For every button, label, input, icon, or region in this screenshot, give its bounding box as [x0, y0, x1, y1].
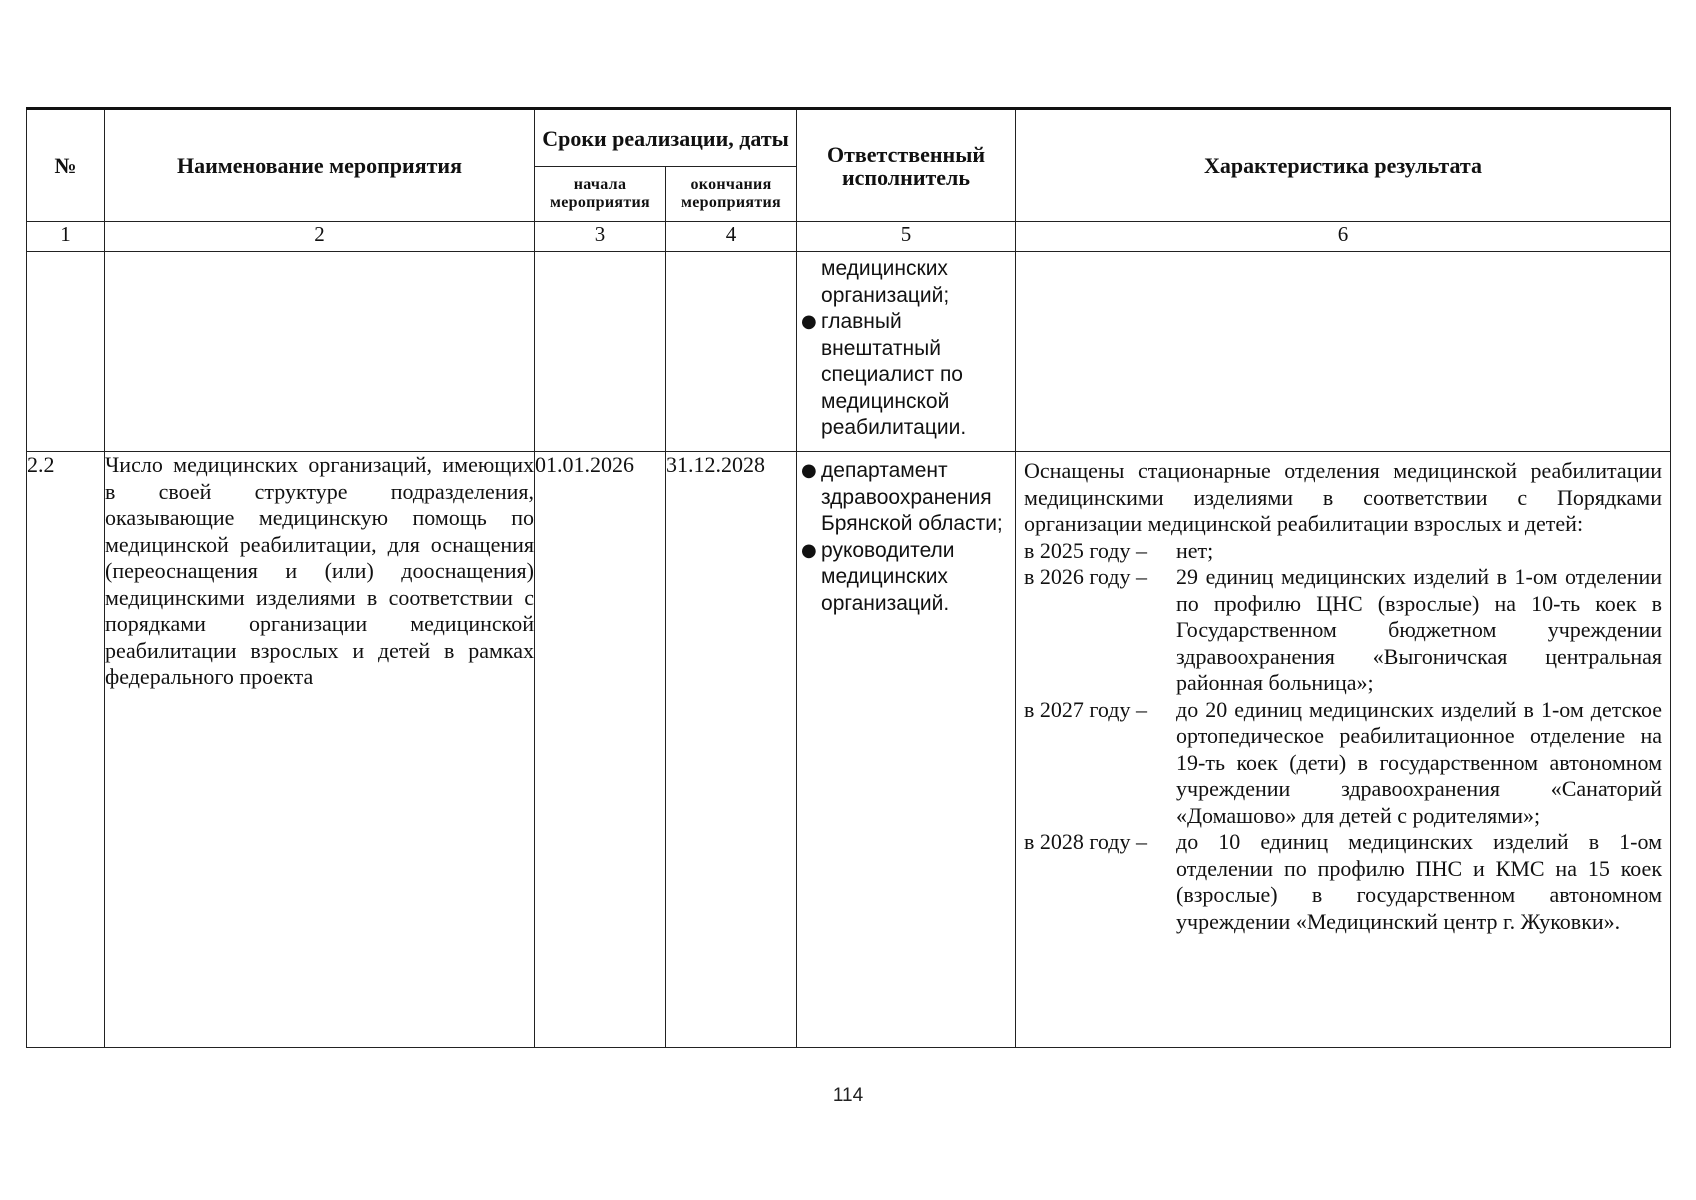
column-number: 3: [535, 222, 666, 252]
column-number-row: [27, 222, 1671, 252]
activity-name: Число медицинских организаций, имеющих в своей структуре подразделения, оказывающие медицинскую помощь по медицинской реабилитации, для оснащения (переоснащения и (или) дооснащения) медицинскими изделиями в соответствии с порядками организации медицинской реабилитации взрослых и детей в рамках федерального проекта: [105, 452, 535, 1048]
header-dates: Сроки реализации, даты: [535, 109, 797, 167]
header-result: Характеристика результата: [1016, 109, 1671, 222]
result-year-entry: [1016, 829, 1670, 935]
header-activity-name: Наименование мероприятия: [105, 109, 535, 222]
result-year-entry: [1016, 564, 1670, 697]
row-number: 2.2: [27, 452, 105, 1048]
continuation-responsible-cell: [797, 252, 1016, 452]
year-label: в 2025 году –: [1024, 537, 1147, 563]
bullet-icon: ●: [801, 311, 817, 332]
result-year-entry: [1016, 697, 1670, 830]
continuation-row: [27, 252, 1671, 452]
responsible-line: медицинских организаций;: [821, 257, 950, 307]
end-date: 31.12.2028: [666, 452, 797, 1048]
responsible-bullet-item: ● главный внештатный специалист по медицинской реабилитации.: [801, 310, 967, 439]
table-row-2-2: [27, 452, 1671, 1048]
column-number: 1: [27, 222, 105, 252]
year-label: в 2028 году –: [1024, 829, 1147, 854]
header-start-date: начала мероприятия: [535, 167, 666, 222]
responsible-cell: [797, 452, 1016, 1048]
start-date: 01.01.2026: [535, 452, 666, 1048]
result-cell: [1016, 452, 1671, 1048]
year-text: до 10 единиц медицинских изделий в 1-ом отделении по профилю ПНС и КМС на 15 коек (взрослые) в государственном автономном учреждении «Медицинский центр г. Жуковки».: [1176, 829, 1663, 934]
page-number: 114: [832, 1085, 864, 1106]
result-intro: Оснащены стационарные отделения медицинской реабилитации медицинскими изделиями в соответствии с Порядками организации медицинской реабилитации взрослых и детей:: [1024, 458, 1663, 536]
header-no: №: [27, 109, 105, 222]
bullet-icon: ●: [801, 460, 817, 481]
column-number: 5: [797, 222, 1016, 252]
column-number: 2: [105, 222, 535, 252]
year-label: в 2027 году –: [1024, 696, 1147, 722]
responsible-bullet-item: ● департамент здравоохранения Брянской области;: [801, 459, 1003, 535]
responsible-bullet-item: ● руководители медицинских организаций.: [801, 538, 955, 615]
year-text: нет;: [1176, 537, 1214, 563]
column-number: 6: [1016, 222, 1671, 252]
header-end-date: окончания мероприятия: [666, 167, 797, 222]
result-year-entry: [1016, 538, 1670, 565]
header-responsible: Ответственный исполнитель: [797, 109, 1016, 222]
bullet-icon: ●: [801, 539, 817, 561]
year-text: до 20 единиц медицинских изделий в 1-ом детское ортопедическое реабилитационное отделение на 19-ть коек (дети) в государственном автономном учреждении здравоохранения «Санаторий «Домашово» для детей с родителями»;: [1176, 696, 1663, 828]
activities-table: [26, 107, 1671, 1048]
year-label: в 2026 году –: [1024, 564, 1147, 589]
column-number: 4: [666, 222, 797, 252]
year-text: 29 единиц медицинских изделий в 1-ом отделении по профилю ЦНС (взрослые) на 10-ть коек в Государственном бюджетном учреждении здравоохранения «Выгоничская центральная районная больница»;: [1176, 564, 1663, 695]
